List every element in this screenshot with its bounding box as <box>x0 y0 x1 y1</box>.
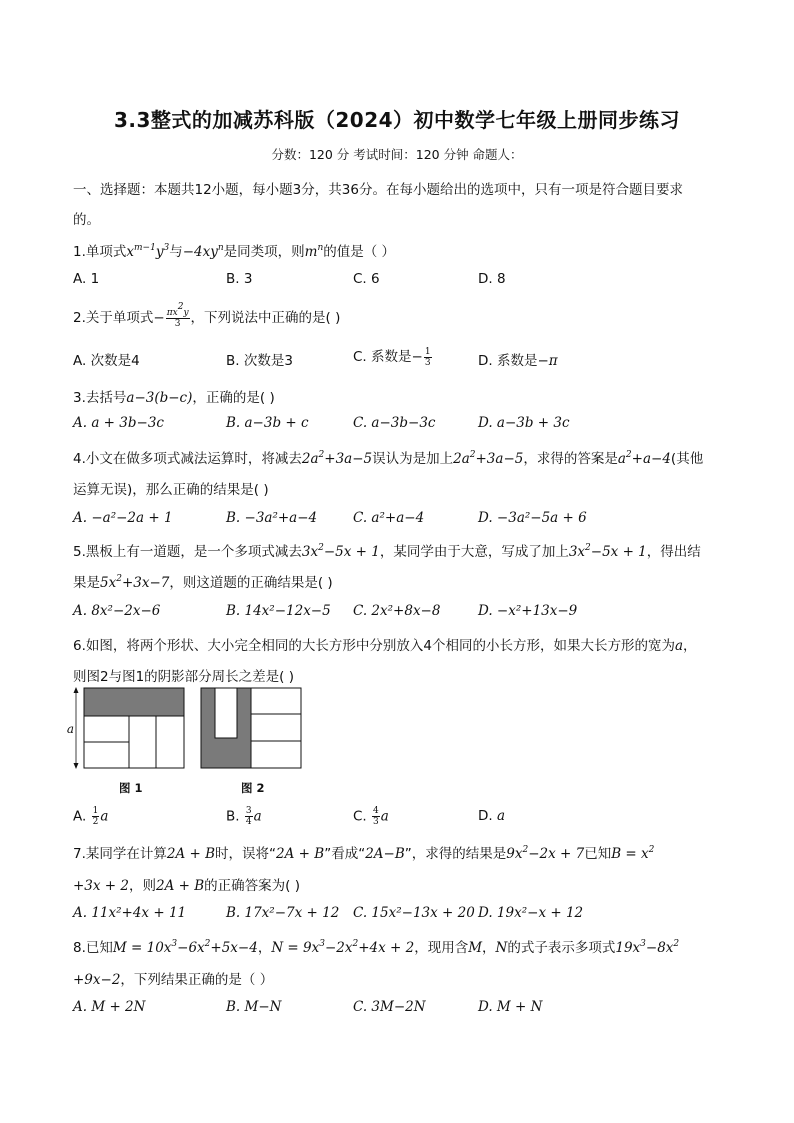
exam-meta: 分数：120 分 考试时间：120 分钟 命题人： <box>271 147 523 162</box>
question-5-cont: 果是$5x^2+3x-7$，则这道题的正确结果是( ) <box>73 574 333 591</box>
q1-option-b[interactable]: B. 3 <box>226 271 253 287</box>
q2-option-a[interactable]: A. 次数是4 <box>73 353 140 369</box>
question-2: 2.关于单项式− $\frac{\pi x^2y}{3}$ ，下列说法中正确的是( ) <box>73 302 341 329</box>
q2-option-c[interactable]: C. 系数是− $\frac{1}{3}$ <box>353 346 431 368</box>
q3-option-d[interactable]: D. a−3b + 3c <box>478 415 570 431</box>
question-3: 3.去括号a−3(b−c)，正确的是( ) <box>73 390 275 406</box>
section-instructions: 一、选择题：本题共12小题，每小题3分，共36分。在每小题给出的选项中，只有一项是符合题目要求 <box>73 182 683 198</box>
q1-option-d[interactable]: D. 8 <box>478 271 506 287</box>
q2-option-d[interactable]: D. 系数是−π <box>478 353 558 369</box>
q7-option-c[interactable]: C. 15x²−13x + 20 <box>353 905 475 921</box>
q3-option-a[interactable]: A. a + 3b−3c <box>73 415 164 431</box>
q1-option-c[interactable]: C. 6 <box>353 271 380 287</box>
q8-option-b[interactable]: B. M−N <box>226 999 282 1015</box>
figures-6 <box>68 686 308 796</box>
figure-1-caption: 图 1 <box>119 781 143 795</box>
q7-option-d[interactable]: D. 19x²−x + 12 <box>478 905 584 921</box>
figure-2 <box>201 688 301 768</box>
question-8: 8.已知$M = 10x^3-6x^2+5x-4$，$N = 9x^3-2x^2+4x + 2$，现用含M，N的式子表示多项式$19x^3-8x^2$ <box>73 939 680 956</box>
q2-option-b[interactable]: B. 次数是3 <box>226 353 293 369</box>
q5-option-d[interactable]: D. −x²+13x−9 <box>478 603 578 619</box>
question-1: 1.单项式$x^{m-1}y^3$与$-4xy^n$是同类项，则$m^n$的值是（ ） <box>73 243 396 260</box>
figure-1 <box>67 687 184 769</box>
question-6-cont: 则图2与图1的阴影部分周长之差是( ) <box>73 669 295 685</box>
q4-option-c[interactable]: C. a²+a−4 <box>353 510 425 526</box>
q3-option-c[interactable]: C. a−3b−3c <box>353 415 436 431</box>
q6-option-c[interactable]: C. $\frac{4}{3}$ a <box>353 806 389 827</box>
q8-option-a[interactable]: A. M + 2N <box>73 999 146 1015</box>
q7-option-b[interactable]: B. 17x²−7x + 12 <box>226 905 340 921</box>
figure-1-width-label: a <box>66 722 74 736</box>
question-5: 5.黑板上有一道题，是一个多项式减去$3x^2-5x + 1$，某同学由于大意，写成了加上$3x^2-5x + 1$，得出结 <box>73 543 701 560</box>
q4-option-b[interactable]: B. −3a²+a−4 <box>226 510 318 526</box>
q5-option-b[interactable]: B. 14x²−12x−5 <box>226 603 331 619</box>
q6-option-d[interactable]: D. a <box>478 808 506 824</box>
question-4: 4.小文在做多项式减法运算时，将减去$2a^2+3a-5$误认为是加上$2a^2+3a-5$，求得的答案是$a^2+a-4$(其他 <box>73 450 704 467</box>
question-7: 7.某同学在计算2A + B时，误将“2A + B”看成“2A−B”，求得的结果是$9x^2-2x + 7$已知$B = x^2$ <box>73 845 655 862</box>
q4-option-a[interactable]: A. −a²−2a + 1 <box>73 510 173 526</box>
q6-option-a[interactable]: A. $\frac{1}{2}$ a <box>73 806 109 827</box>
q6-option-b[interactable]: B. $\frac{3}{4}$ a <box>226 806 262 827</box>
q8-option-c[interactable]: C. 3M−2N <box>353 999 426 1015</box>
q7-option-a[interactable]: A. 11x²+4x + 11 <box>73 905 187 921</box>
q5-option-c[interactable]: C. 2x²+8x−8 <box>353 603 441 619</box>
q1-option-a[interactable]: A. 1 <box>73 271 100 287</box>
q8-option-d[interactable]: D. M + N <box>478 999 543 1015</box>
question-7-cont: +3x + 2，则2A + B的正确答案为( ) <box>73 878 300 894</box>
figure-2-caption: 图 2 <box>241 781 265 795</box>
q3-option-b[interactable]: B. a−3b + c <box>226 415 309 431</box>
page-title: 3.3整式的加减苏科版（2024）初中数学七年级上册同步练习 <box>113 108 681 132</box>
q4-option-d[interactable]: D. −3a²−5a + 6 <box>478 510 587 526</box>
question-4-cont: 运算无误)，那么正确的结果是( ) <box>73 482 269 498</box>
question-8-cont: +9x−2，下列结果正确的是（ ） <box>73 972 274 988</box>
question-6: 6.如图，将两个形状、大小完全相同的大长方形中分别放入4个相同的小长方形，如果大长方形的宽为a， <box>73 638 697 654</box>
section-instructions-cont: 的。 <box>73 212 100 228</box>
q5-option-a[interactable]: A. 8x²−2x−6 <box>73 603 161 619</box>
